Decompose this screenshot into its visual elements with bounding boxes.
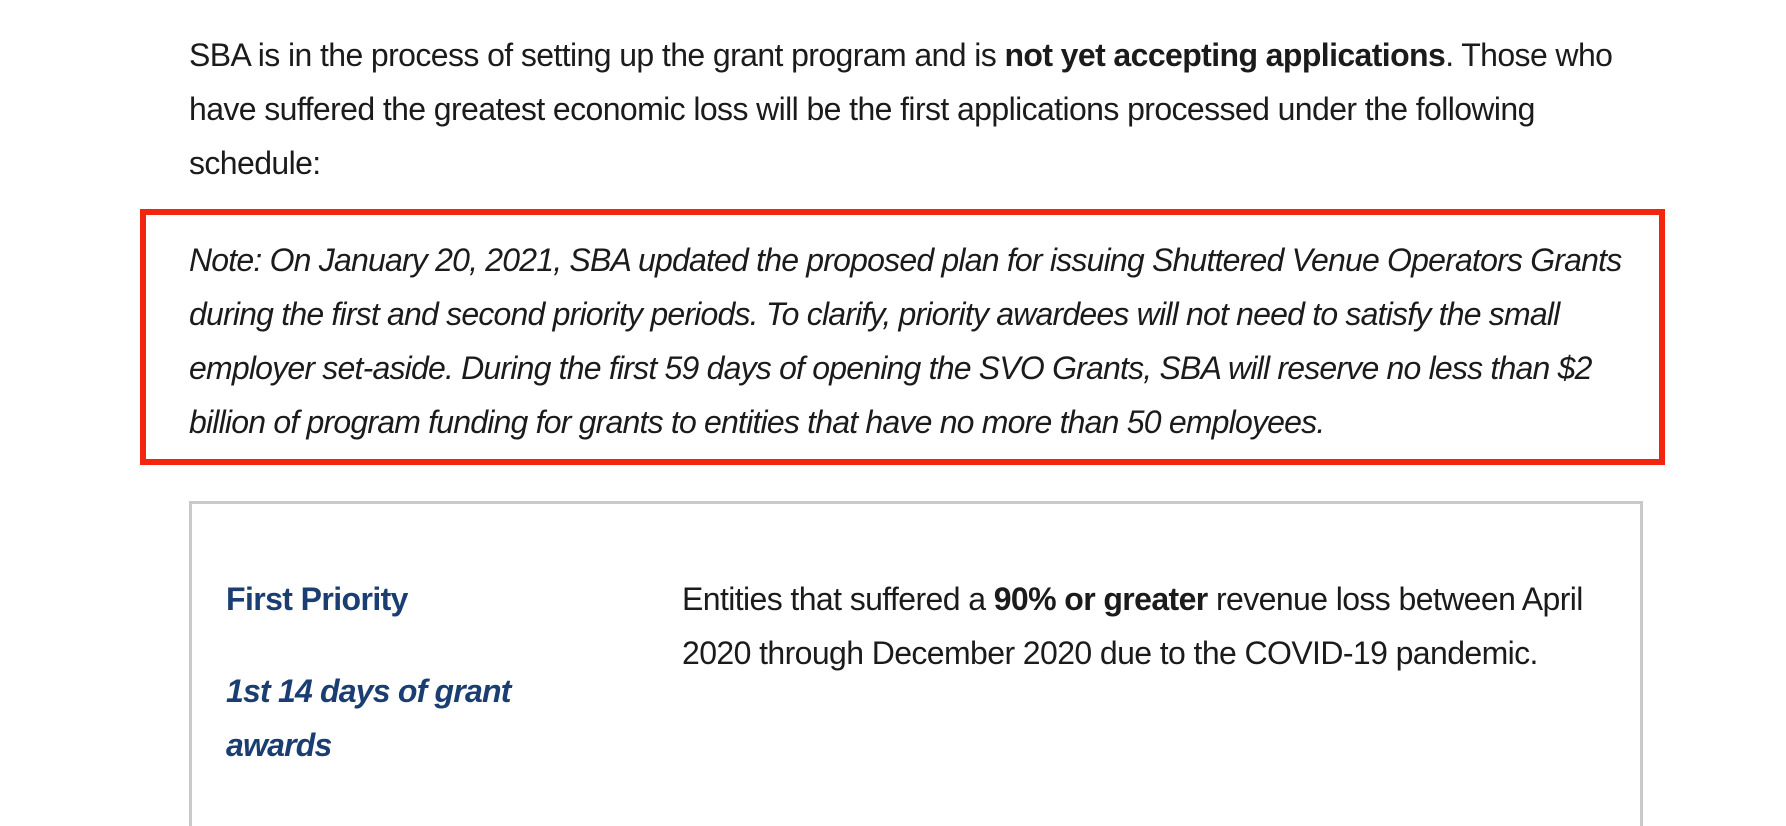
intro-text-end: . Those who have suffered the greatest economic loss will be the first applications processed under the following schedule: <box>189 37 1613 181</box>
priority-period: 1st 14 days of grant awards <box>226 673 511 763</box>
priority-desc-end: revenue loss between April 2020 through December 2020 due to the COVID-19 pandemic. <box>682 581 1583 671</box>
intro-text-start: SBA is in the process of setting up the grant program and is <box>189 37 1005 73</box>
priority-title: First Priority <box>226 581 408 617</box>
note-text: Note: On January 20, 2021, SBA updated the proposed plan for issuing Shuttered Venue Operators Grants during the first and second priority periods. To clarify, priority awardees will not need to satisfy the small employer set-aside. During the first 59 days of opening the SVO Grants, SBA will reserve no less than $2 billion of program funding for grants to entities that have no more than 50 employees. <box>189 242 1622 440</box>
priority-description <box>682 572 1622 680</box>
intro-bold-text: not yet accepting applications <box>1004 37 1446 73</box>
priority-desc-bold: 90% or greater <box>993 581 1208 617</box>
priority-desc-start: Entities that suffered a <box>682 581 994 617</box>
intro-paragraph <box>189 28 1659 190</box>
priority-schedule-table <box>189 501 1643 826</box>
